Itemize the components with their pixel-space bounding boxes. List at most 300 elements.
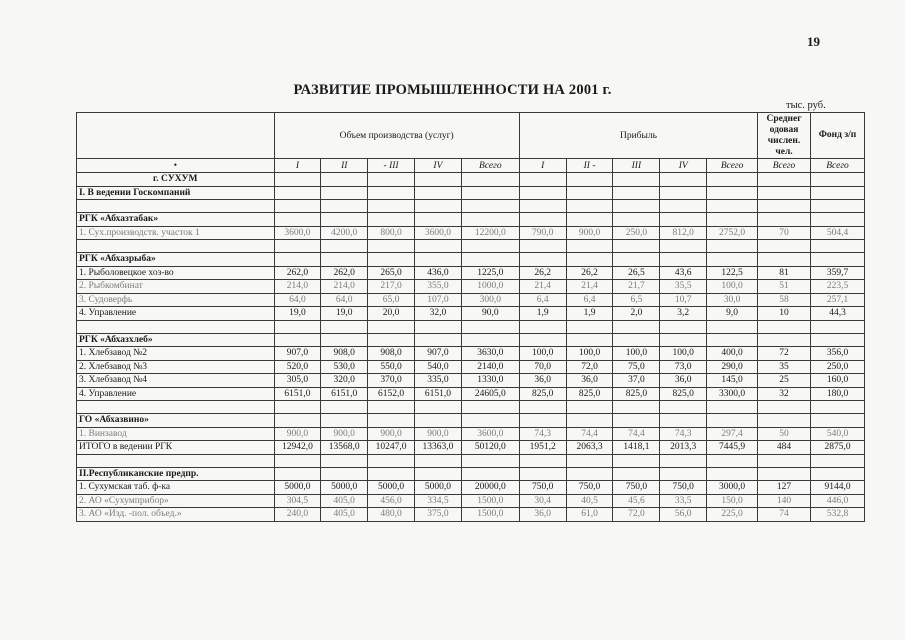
empty-cell xyxy=(368,240,415,253)
empty-cell xyxy=(77,200,275,213)
empty-cell xyxy=(461,333,519,347)
value-cell: 540,0 xyxy=(811,427,865,441)
empty-cell xyxy=(368,200,415,213)
empty-cell xyxy=(414,240,461,253)
value-cell: 75,0 xyxy=(613,360,660,374)
value-cell: 24605,0 xyxy=(461,387,519,401)
empty-cell xyxy=(707,333,758,347)
empty-cell xyxy=(461,200,519,213)
section-label: ГО «Абхазвино» xyxy=(77,414,275,428)
value-cell: 13568,0 xyxy=(321,441,368,455)
value-cell: 900,0 xyxy=(566,226,613,240)
value-cell: 3600,0 xyxy=(274,226,321,240)
value-cell: 297,4 xyxy=(707,427,758,441)
table-row xyxy=(77,374,865,388)
empty-cell xyxy=(707,253,758,267)
value-cell: 304,5 xyxy=(274,494,321,508)
value-cell: 58 xyxy=(758,293,811,307)
value-cell: 900,0 xyxy=(368,427,415,441)
empty-cell xyxy=(613,333,660,347)
value-cell: 750,0 xyxy=(660,481,707,495)
value-cell: 19,0 xyxy=(321,307,368,321)
empty-cell xyxy=(613,200,660,213)
value-cell: 25 xyxy=(758,374,811,388)
subheader-first: • xyxy=(77,159,275,173)
empty-cell xyxy=(613,173,660,187)
table-row xyxy=(77,280,865,294)
empty-cell xyxy=(414,414,461,428)
table-row xyxy=(77,387,865,401)
value-cell: 900,0 xyxy=(321,427,368,441)
empty-cell xyxy=(461,253,519,267)
value-cell: 257,1 xyxy=(811,293,865,307)
empty-cell xyxy=(368,454,415,467)
value-cell: 20,0 xyxy=(368,307,415,321)
value-cell: 81 xyxy=(758,266,811,280)
empty-cell xyxy=(660,414,707,428)
empty-cell xyxy=(707,414,758,428)
table-row xyxy=(77,347,865,361)
empty-cell xyxy=(368,253,415,267)
value-cell: 1,9 xyxy=(519,307,566,321)
header-wage-fund: Фонд з/п xyxy=(811,113,865,159)
empty-cell xyxy=(274,200,321,213)
table-row xyxy=(77,293,865,307)
value-cell: 122,5 xyxy=(707,266,758,280)
empty-cell xyxy=(707,320,758,333)
empty-cell xyxy=(519,467,566,481)
empty-cell xyxy=(811,240,865,253)
empty-cell xyxy=(758,213,811,227)
section-label: I. В ведении Госкомпаний xyxy=(77,186,275,200)
value-cell: 356,0 xyxy=(811,347,865,361)
value-cell: 3600,0 xyxy=(461,427,519,441)
empty-cell xyxy=(758,333,811,347)
empty-cell xyxy=(566,401,613,414)
value-cell: 5000,0 xyxy=(274,481,321,495)
value-cell: 74,3 xyxy=(519,427,566,441)
empty-cell xyxy=(274,213,321,227)
value-cell: 355,0 xyxy=(414,280,461,294)
empty-cell xyxy=(660,186,707,200)
header-volume: Объем производства (услуг) xyxy=(274,113,519,159)
empty-cell xyxy=(414,253,461,267)
empty-cell xyxy=(461,186,519,200)
empty-cell xyxy=(274,173,321,187)
header-row xyxy=(77,113,865,159)
value-cell: 100,0 xyxy=(519,347,566,361)
unit-label: тыс. руб. xyxy=(786,100,826,111)
empty-cell xyxy=(660,240,707,253)
empty-cell xyxy=(368,186,415,200)
empty-cell xyxy=(274,253,321,267)
empty-cell xyxy=(660,454,707,467)
value-cell: 64,0 xyxy=(274,293,321,307)
value-cell: 1500,0 xyxy=(461,508,519,522)
empty-cell xyxy=(368,414,415,428)
empty-cell xyxy=(758,173,811,187)
value-cell: 290,0 xyxy=(707,360,758,374)
value-cell: 50120,0 xyxy=(461,441,519,455)
row-label: 1. Сухумская таб. ф-ка xyxy=(77,481,275,495)
value-cell: 40,5 xyxy=(566,494,613,508)
empty-cell xyxy=(414,173,461,187)
value-cell: 907,0 xyxy=(274,347,321,361)
subheader-cell: II xyxy=(321,159,368,173)
value-cell: 21,7 xyxy=(613,280,660,294)
empty-cell xyxy=(566,333,613,347)
empty-cell xyxy=(660,213,707,227)
value-cell: 65,0 xyxy=(368,293,415,307)
value-cell: 825,0 xyxy=(660,387,707,401)
value-cell: 908,0 xyxy=(321,347,368,361)
empty-cell xyxy=(811,253,865,267)
section-row xyxy=(77,186,865,200)
empty-cell xyxy=(613,414,660,428)
row-label: 4. Управление xyxy=(77,307,275,321)
value-cell: 2063,3 xyxy=(566,441,613,455)
value-cell: 484 xyxy=(758,441,811,455)
empty-cell xyxy=(368,333,415,347)
empty-cell xyxy=(461,414,519,428)
section-row xyxy=(77,414,865,428)
value-cell: 405,0 xyxy=(321,508,368,522)
empty-cell xyxy=(321,414,368,428)
value-cell: 26,2 xyxy=(566,266,613,280)
empty-cell xyxy=(461,173,519,187)
value-cell: 10,7 xyxy=(660,293,707,307)
empty-cell xyxy=(321,401,368,414)
value-cell: 334,5 xyxy=(414,494,461,508)
empty-cell xyxy=(811,213,865,227)
empty-cell xyxy=(77,401,275,414)
value-cell: 100,0 xyxy=(613,347,660,361)
value-cell: 2752,0 xyxy=(707,226,758,240)
value-cell: 5000,0 xyxy=(321,481,368,495)
empty-cell xyxy=(414,213,461,227)
value-cell: 217,0 xyxy=(368,280,415,294)
empty-cell xyxy=(368,401,415,414)
value-cell: 36,0 xyxy=(566,374,613,388)
empty-cell xyxy=(566,213,613,227)
value-cell: 37,0 xyxy=(613,374,660,388)
value-cell: 456,0 xyxy=(368,494,415,508)
value-cell: 6152,0 xyxy=(368,387,415,401)
empty-cell xyxy=(77,240,275,253)
empty-cell xyxy=(519,253,566,267)
value-cell: 1418,1 xyxy=(613,441,660,455)
value-cell: 214,0 xyxy=(321,280,368,294)
empty-cell xyxy=(461,467,519,481)
empty-cell xyxy=(566,240,613,253)
subheader-cell: - III xyxy=(368,159,415,173)
section-label: РГК «Абхазтабак» xyxy=(77,213,275,227)
empty-cell xyxy=(414,454,461,467)
section-row xyxy=(77,253,865,267)
subheader-cell: IV xyxy=(660,159,707,173)
value-cell: 127 xyxy=(758,481,811,495)
value-cell: 6,5 xyxy=(613,293,660,307)
section-row xyxy=(77,467,865,481)
value-cell: 43,6 xyxy=(660,266,707,280)
empty-cell xyxy=(811,414,865,428)
empty-cell xyxy=(274,240,321,253)
subheader-cell: I xyxy=(519,159,566,173)
subheader-cell: I xyxy=(274,159,321,173)
row-label: 1. Хлебзавод №2 xyxy=(77,347,275,361)
value-cell: 2,0 xyxy=(613,307,660,321)
empty-cell xyxy=(758,467,811,481)
empty-cell xyxy=(758,320,811,333)
value-cell: 790,0 xyxy=(519,226,566,240)
value-cell: 480,0 xyxy=(368,508,415,522)
value-cell: 72,0 xyxy=(566,360,613,374)
header-profit: Прибыль xyxy=(519,113,757,159)
empty-cell xyxy=(660,200,707,213)
value-cell: 335,0 xyxy=(414,374,461,388)
value-cell: 36,0 xyxy=(660,374,707,388)
value-cell: 504,4 xyxy=(811,226,865,240)
value-cell: 750,0 xyxy=(519,481,566,495)
row-label: 2. АО «Сухумприбор» xyxy=(77,494,275,508)
value-cell: 3600,0 xyxy=(414,226,461,240)
empty-cell xyxy=(274,186,321,200)
header-empty xyxy=(77,113,275,159)
value-cell: 32,0 xyxy=(414,307,461,321)
value-cell: 446,0 xyxy=(811,494,865,508)
value-cell: 7445,9 xyxy=(707,441,758,455)
value-cell: 72,0 xyxy=(613,508,660,522)
empty-cell xyxy=(414,333,461,347)
value-cell: 70 xyxy=(758,226,811,240)
empty-cell xyxy=(758,253,811,267)
empty-cell xyxy=(660,320,707,333)
value-cell: 145,0 xyxy=(707,374,758,388)
value-cell: 1,9 xyxy=(566,307,613,321)
city-row xyxy=(77,173,865,187)
value-cell: 825,0 xyxy=(613,387,660,401)
subheader-cell: II - xyxy=(566,159,613,173)
value-cell: 305,0 xyxy=(274,374,321,388)
value-cell: 20000,0 xyxy=(461,481,519,495)
row-label: 1. Сух.производств. участок 1 xyxy=(77,226,275,240)
empty-cell xyxy=(613,401,660,414)
empty-cell xyxy=(414,401,461,414)
industry-table xyxy=(76,112,865,522)
table-row xyxy=(77,481,865,495)
value-cell: 74,3 xyxy=(660,427,707,441)
row-label: 3. АО «Изд. -пол. объед.» xyxy=(77,508,275,522)
value-cell: 300,0 xyxy=(461,293,519,307)
empty-cell xyxy=(321,333,368,347)
value-cell: 530,0 xyxy=(321,360,368,374)
row-label: 2. Рыбкомбинат xyxy=(77,280,275,294)
value-cell: 825,0 xyxy=(566,387,613,401)
value-cell: 3,2 xyxy=(660,307,707,321)
value-cell: 100,0 xyxy=(707,280,758,294)
value-cell: 1225,0 xyxy=(461,266,519,280)
empty-cell xyxy=(613,253,660,267)
value-cell: 36,0 xyxy=(519,374,566,388)
value-cell: 250,0 xyxy=(811,360,865,374)
value-cell: 3000,0 xyxy=(707,481,758,495)
value-cell: 30,0 xyxy=(707,293,758,307)
empty-cell xyxy=(519,240,566,253)
value-cell: 70,0 xyxy=(519,360,566,374)
empty-cell xyxy=(274,320,321,333)
empty-cell xyxy=(321,467,368,481)
value-cell: 26,2 xyxy=(519,266,566,280)
empty-cell xyxy=(613,186,660,200)
empty-cell xyxy=(707,173,758,187)
empty-cell xyxy=(707,454,758,467)
value-cell: 520,0 xyxy=(274,360,321,374)
empty-cell xyxy=(461,454,519,467)
value-cell: 5000,0 xyxy=(414,481,461,495)
empty-cell xyxy=(566,454,613,467)
empty-cell xyxy=(707,401,758,414)
empty-cell xyxy=(660,401,707,414)
empty-cell xyxy=(77,454,275,467)
value-cell: 74,4 xyxy=(566,427,613,441)
table-row xyxy=(77,508,865,522)
empty-cell xyxy=(519,213,566,227)
empty-cell xyxy=(707,240,758,253)
value-cell: 6151,0 xyxy=(321,387,368,401)
value-cell: 550,0 xyxy=(368,360,415,374)
value-cell: 800,0 xyxy=(368,226,415,240)
page-number: 19 xyxy=(807,34,820,49)
value-cell: 400,0 xyxy=(707,347,758,361)
empty-cell xyxy=(274,467,321,481)
value-cell: 2875,0 xyxy=(811,441,865,455)
subheader-cell: III xyxy=(613,159,660,173)
empty-cell xyxy=(566,414,613,428)
value-cell: 900,0 xyxy=(414,427,461,441)
empty-cell xyxy=(758,414,811,428)
value-cell: 1951,2 xyxy=(519,441,566,455)
value-cell: 2140,0 xyxy=(461,360,519,374)
subheader-cell: Всего xyxy=(707,159,758,173)
empty-cell xyxy=(811,173,865,187)
empty-cell xyxy=(707,213,758,227)
value-cell: 160,0 xyxy=(811,374,865,388)
empty-cell xyxy=(758,200,811,213)
empty-cell xyxy=(613,213,660,227)
empty-cell xyxy=(461,401,519,414)
empty-cell xyxy=(811,320,865,333)
table-row xyxy=(77,266,865,280)
empty-cell xyxy=(274,454,321,467)
blank-row xyxy=(77,401,865,414)
section-label: II.Республиканские предпр. xyxy=(77,467,275,481)
value-cell: 262,0 xyxy=(274,266,321,280)
value-cell: 30,4 xyxy=(519,494,566,508)
table-row xyxy=(77,307,865,321)
value-cell: 532,8 xyxy=(811,508,865,522)
empty-cell xyxy=(368,213,415,227)
empty-cell xyxy=(321,240,368,253)
value-cell: 19,0 xyxy=(274,307,321,321)
empty-cell xyxy=(660,333,707,347)
value-cell: 73,0 xyxy=(660,360,707,374)
subheader-row xyxy=(77,159,865,173)
table-row xyxy=(77,441,865,455)
empty-cell xyxy=(660,253,707,267)
row-label: ИТОГО в ведении РГК xyxy=(77,441,275,455)
empty-cell xyxy=(566,186,613,200)
value-cell: 64,0 xyxy=(321,293,368,307)
empty-cell xyxy=(274,401,321,414)
value-cell: 225,0 xyxy=(707,508,758,522)
subheader-cell: Всего xyxy=(758,159,811,173)
table-row xyxy=(77,494,865,508)
value-cell: 750,0 xyxy=(566,481,613,495)
value-cell: 908,0 xyxy=(368,347,415,361)
value-cell: 35 xyxy=(758,360,811,374)
value-cell: 26,5 xyxy=(613,266,660,280)
value-cell: 6,4 xyxy=(519,293,566,307)
empty-cell xyxy=(613,320,660,333)
value-cell: 262,0 xyxy=(321,266,368,280)
empty-cell xyxy=(811,401,865,414)
row-label: 4. Управление xyxy=(77,387,275,401)
section-row xyxy=(77,333,865,347)
value-cell: 100,0 xyxy=(660,347,707,361)
empty-cell xyxy=(414,186,461,200)
value-cell: 150,0 xyxy=(707,494,758,508)
empty-cell xyxy=(321,173,368,187)
blank-row xyxy=(77,454,865,467)
subheader-cell: Всего xyxy=(811,159,865,173)
section-label: г. СУХУМ xyxy=(77,173,275,187)
row-label: 2. Хлебзавод №3 xyxy=(77,360,275,374)
empty-cell xyxy=(321,213,368,227)
empty-cell xyxy=(811,333,865,347)
empty-cell xyxy=(811,467,865,481)
empty-cell xyxy=(274,414,321,428)
value-cell: 140 xyxy=(758,494,811,508)
empty-cell xyxy=(613,454,660,467)
empty-cell xyxy=(321,320,368,333)
value-cell: 10247,0 xyxy=(368,441,415,455)
empty-cell xyxy=(566,467,613,481)
empty-cell xyxy=(519,173,566,187)
empty-cell xyxy=(321,454,368,467)
row-label: 3. Судоверфь xyxy=(77,293,275,307)
empty-cell xyxy=(519,320,566,333)
row-label: 3. Хлебзавод №4 xyxy=(77,374,275,388)
header-avg-staff: Среднег одовая числен. чел. xyxy=(758,113,811,159)
value-cell: 44,3 xyxy=(811,307,865,321)
value-cell: 2013,3 xyxy=(660,441,707,455)
blank-row xyxy=(77,240,865,253)
empty-cell xyxy=(461,320,519,333)
empty-cell xyxy=(758,240,811,253)
empty-cell xyxy=(321,186,368,200)
empty-cell xyxy=(707,467,758,481)
value-cell: 1500,0 xyxy=(461,494,519,508)
value-cell: 214,0 xyxy=(274,280,321,294)
value-cell: 35,5 xyxy=(660,280,707,294)
empty-cell xyxy=(613,240,660,253)
value-cell: 90,0 xyxy=(461,307,519,321)
value-cell: 56,0 xyxy=(660,508,707,522)
empty-cell xyxy=(461,240,519,253)
value-cell: 1000,0 xyxy=(461,280,519,294)
section-label: РГК «Абхазхлеб» xyxy=(77,333,275,347)
subheader-cell: Всего xyxy=(461,159,519,173)
